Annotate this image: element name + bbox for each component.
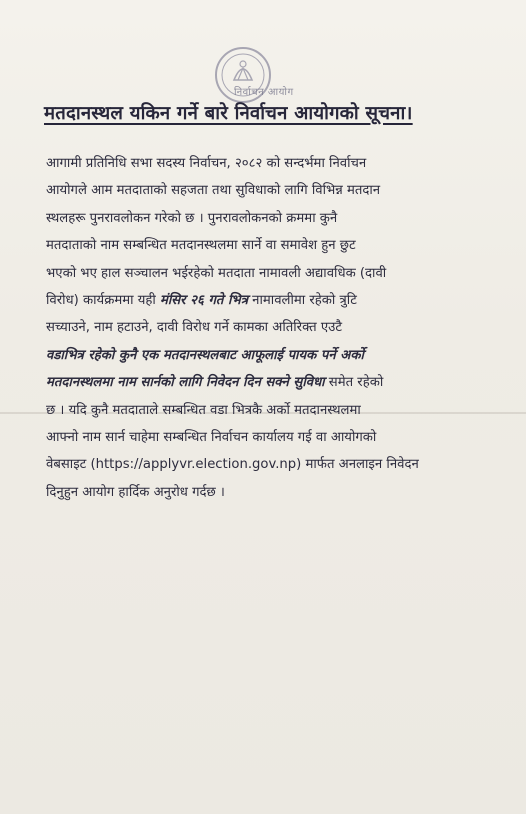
- notice-body: [46, 150, 498, 506]
- body-line: स्थलहरू पुनरावलोकन गरेको छ । पुनरावलोकनको क्रममा कुनै: [46, 210, 338, 226]
- body-line-emphasized-text: मतदानस्थलमा नाम सार्नको लागि निवेदन दिन सक्ने सुविधा: [46, 375, 325, 391]
- body-line: भएको भए हाल सञ्चालन भईरहेको मतदाता नामावली अद्यावधिक (दावी: [46, 265, 387, 281]
- body-line: [46, 369, 498, 396]
- body-line: आफ्नो नाम सार्न चाहेमा सम्बन्धित निर्वाचन कार्यालय गई वा आयोगको: [46, 429, 377, 445]
- deadline-highlight: मंसिर २६ गते भित्र: [159, 292, 248, 308]
- notice-title: मतदानस्थल यकिन गर्ने बारे निर्वाचन आयोगको सूचना।: [44, 103, 413, 124]
- body-line: दिनुहुन आयोग हार्दिक अनुरोध गर्दछ ।: [46, 484, 225, 500]
- body-line-emphasized: वडाभित्र रहेको कुनै एक मतदानस्थलबाट आफूलाई पायक पर्ने अर्को: [46, 347, 364, 363]
- body-line-text: विरोध) कार्यक्रममा यही: [46, 292, 160, 308]
- body-line-website: वेबसाइट (https://applyvr.election.gov.np) मार्फत अनलाइन निवेदन: [46, 457, 419, 473]
- body-line: आगामी प्रतिनिधि सभा सदस्य निर्वाचन, २०८२ को सन्दर्भमा निर्वाचन: [46, 156, 367, 171]
- body-line: मतदाताको नाम सम्बन्धित मतदानस्थलमा सार्ने वा समावेश हुन छुट: [46, 238, 356, 254]
- body-line-tail: समेत रहेको: [324, 375, 384, 391]
- body-line: सच्याउने, नाम हटाउने, दावी विरोध गर्ने कामका अतिरिक्त एउटै: [46, 320, 343, 336]
- body-line: आयोगले आम मतदाताको सहजता तथा सुविधाको लागि विभिन्न मतदान: [46, 183, 381, 199]
- emblem-label: निर्वाचन आयोग: [234, 87, 294, 98]
- body-line-tail: नामावलीमा रहेको त्रुटि: [247, 292, 357, 308]
- body-line: छ । यदि कुनै मतदाताले सम्बन्धित वडा भित्रकै अर्को मतदानस्थलमा: [46, 402, 361, 418]
- body-line: [46, 287, 498, 314]
